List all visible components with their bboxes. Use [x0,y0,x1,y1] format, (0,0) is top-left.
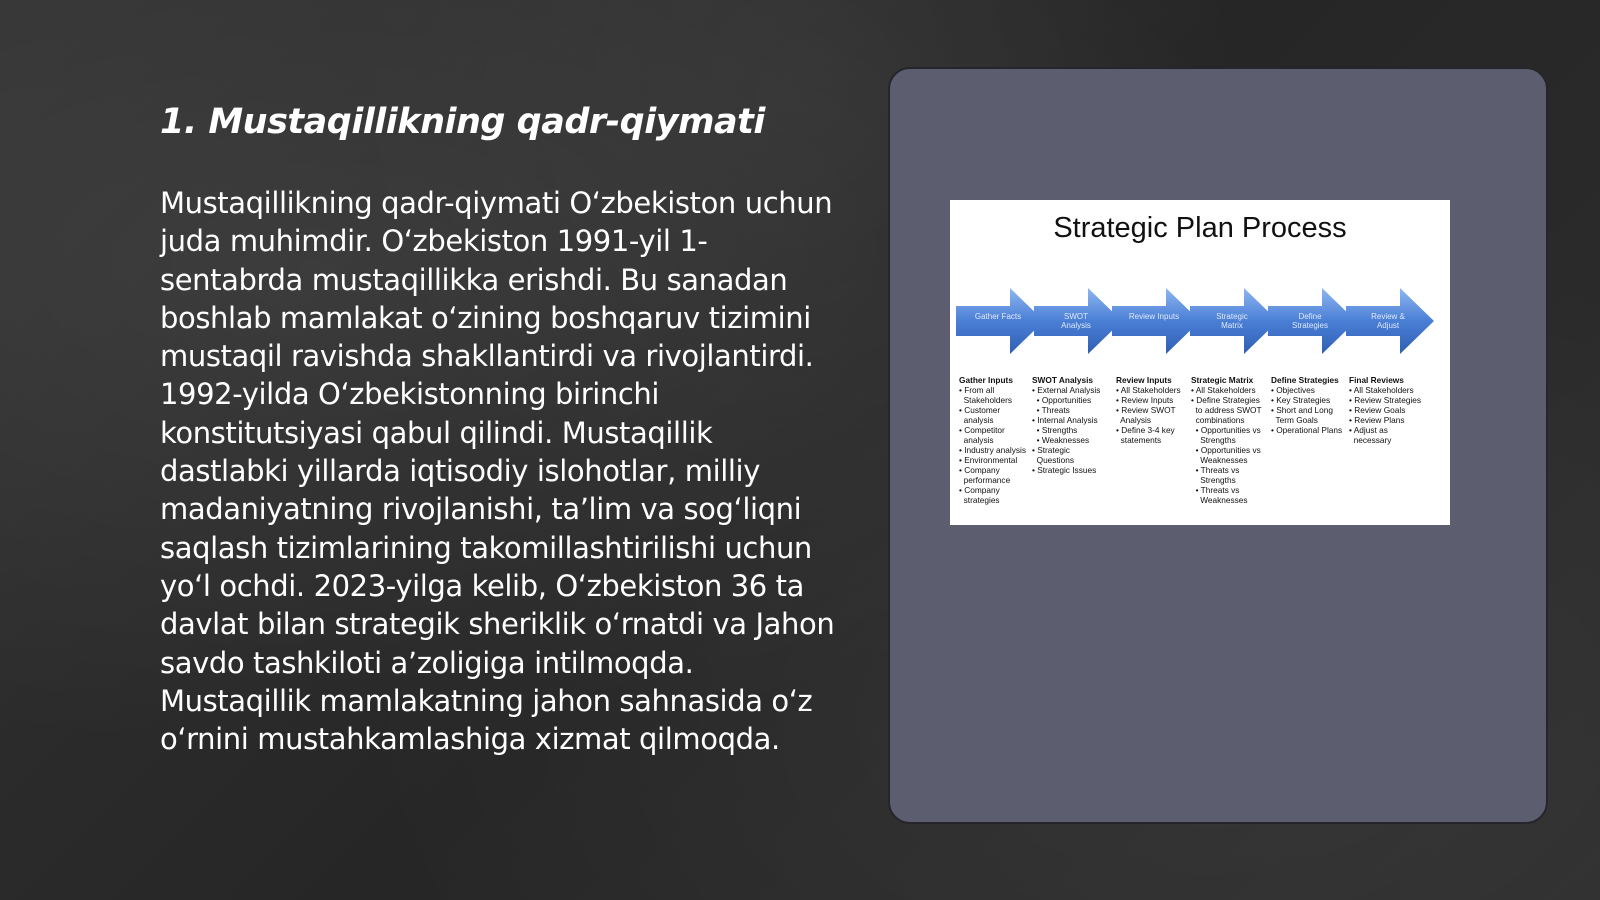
column-item: Strengths [1191,475,1236,485]
column-item: performance [959,475,1011,485]
column-item: • Review Inputs [1116,395,1174,405]
column-item: • Review Goals [1349,405,1406,415]
column-item: • Threats [1032,405,1070,415]
strategic-plan-diagram [950,200,1450,525]
arrow-label: SWOT Analysis [1061,312,1091,330]
column-item: combinations [1191,415,1245,425]
step-column [1191,375,1262,505]
step-column [1032,375,1100,475]
column-item: • Key Strategies [1271,395,1331,405]
column-item: Stakeholders [959,395,1013,405]
column-item: strategies [959,495,1000,505]
arrow-label: Review Inputs [1128,312,1180,321]
column-item: Term Goals [1271,415,1318,425]
step-column [1349,375,1421,445]
column-item: • Industry analysis [959,445,1027,455]
column-item: • Environmental [959,455,1018,465]
column-heading: Define Strategies [1271,375,1339,385]
step-column [1271,375,1342,435]
column-item: • Strategic [1032,445,1070,455]
column-item: • Define Strategies [1191,395,1260,405]
arrow-label: Gather Facts [974,312,1022,321]
column-item: • Review SWOT [1116,405,1176,415]
column-item: • Adjust as [1349,425,1388,435]
column-item: Analysis [1116,415,1152,425]
step-column [959,375,1026,505]
column-item: • External Analysis [1032,385,1101,395]
arrow-label: Define Strategies [1291,312,1329,330]
column-item: • Review Plans [1349,415,1405,425]
column-item: analysis [959,415,994,425]
column-item: • All Stakeholders [1116,385,1181,395]
column-item: • Opportunities vs [1191,425,1261,435]
step-column [1116,375,1181,445]
column-item: • All Stakeholders [1349,385,1414,395]
column-item: • Weaknesses [1032,435,1090,445]
column-item: • Internal Analysis [1032,415,1098,425]
column-heading: Gather Inputs [959,375,1013,385]
column-item: • From all [959,385,995,395]
diagram-title: Strategic Plan Process [1053,212,1347,244]
column-item: Weaknesses [1191,455,1248,465]
column-item: analysis [959,435,994,445]
column-item: • Strategic Issues [1032,465,1097,475]
column-item: Questions [1032,455,1074,465]
column-item: • Review Strategies [1349,395,1422,405]
column-item: • Competitor [959,425,1005,435]
column-item: • Threats vs [1191,465,1240,475]
column-item: Strengths [1191,435,1236,445]
column-item: • Customer [959,405,1001,415]
column-item: statements [1116,435,1162,445]
column-item: to address SWOT [1191,405,1262,415]
column-item: • Company [959,485,1000,495]
column-item: • Strengths [1032,425,1078,435]
column-item: • All Stakeholders [1191,385,1256,395]
arrow-label: Strategic Matrix [1216,312,1248,330]
column-item: • Short and Long [1271,405,1333,415]
column-item: • Operational Plans [1271,425,1343,435]
arrow-label: Review & Adjust [1371,312,1405,330]
column-heading: Review Inputs [1116,375,1172,385]
process-arrow [1112,288,1200,354]
process-arrow [956,288,1044,354]
column-item: • Company [959,465,1000,475]
column-heading: Strategic Matrix [1191,375,1254,385]
column-item: • Opportunities [1032,395,1092,405]
column-item: • Opportunities vs [1191,445,1261,455]
slide-title: 1. Mustaqillikning qadr-qiymati [160,102,765,142]
column-heading: Final Reviews [1349,375,1404,385]
column-item: • Objectives [1271,385,1315,395]
column-heading: SWOT Analysis [1032,375,1094,385]
column-item: • Threats vs [1191,485,1240,495]
column-item: necessary [1349,435,1392,445]
column-item: • Define 3-4 key [1116,425,1175,435]
slide-body-text: Mustaqillikning qadr-qiymati O‘zbekiston uchun juda muhimdir. O‘zbekiston 1991-yil 1-sentabrda mustaqillikka erishdi. Bu sanadan boshlab mamlakat o‘zining boshqaruv tizimini mustaqil ravishda shakllantirdi va rivojlantirdi. 1992-yilda O‘zbekistonning birinchi konstitutsiyasi qabul qilindi. Mustaqillik dastlabki yillarda iqtisodiy islohotlar, milliy madaniyatning rivojlanishi, ta’lim va sog‘liqni saqlash tizimlarining takomillashtirilishi uchun yo‘l ochdi. 2023-yilga kelib, O‘zbekiston 36 ta davlat bilan strategik sheriklik o‘rnatdi va Jahon savdo tashkiloti a’zoligiga intilmoqda. Mustaqillik mamlakatning jahon sahnasida o‘z o‘rnini mustahkamlashiga xizmat qilmoqda. [160,186,835,757]
column-item: Weaknesses [1191,495,1248,505]
